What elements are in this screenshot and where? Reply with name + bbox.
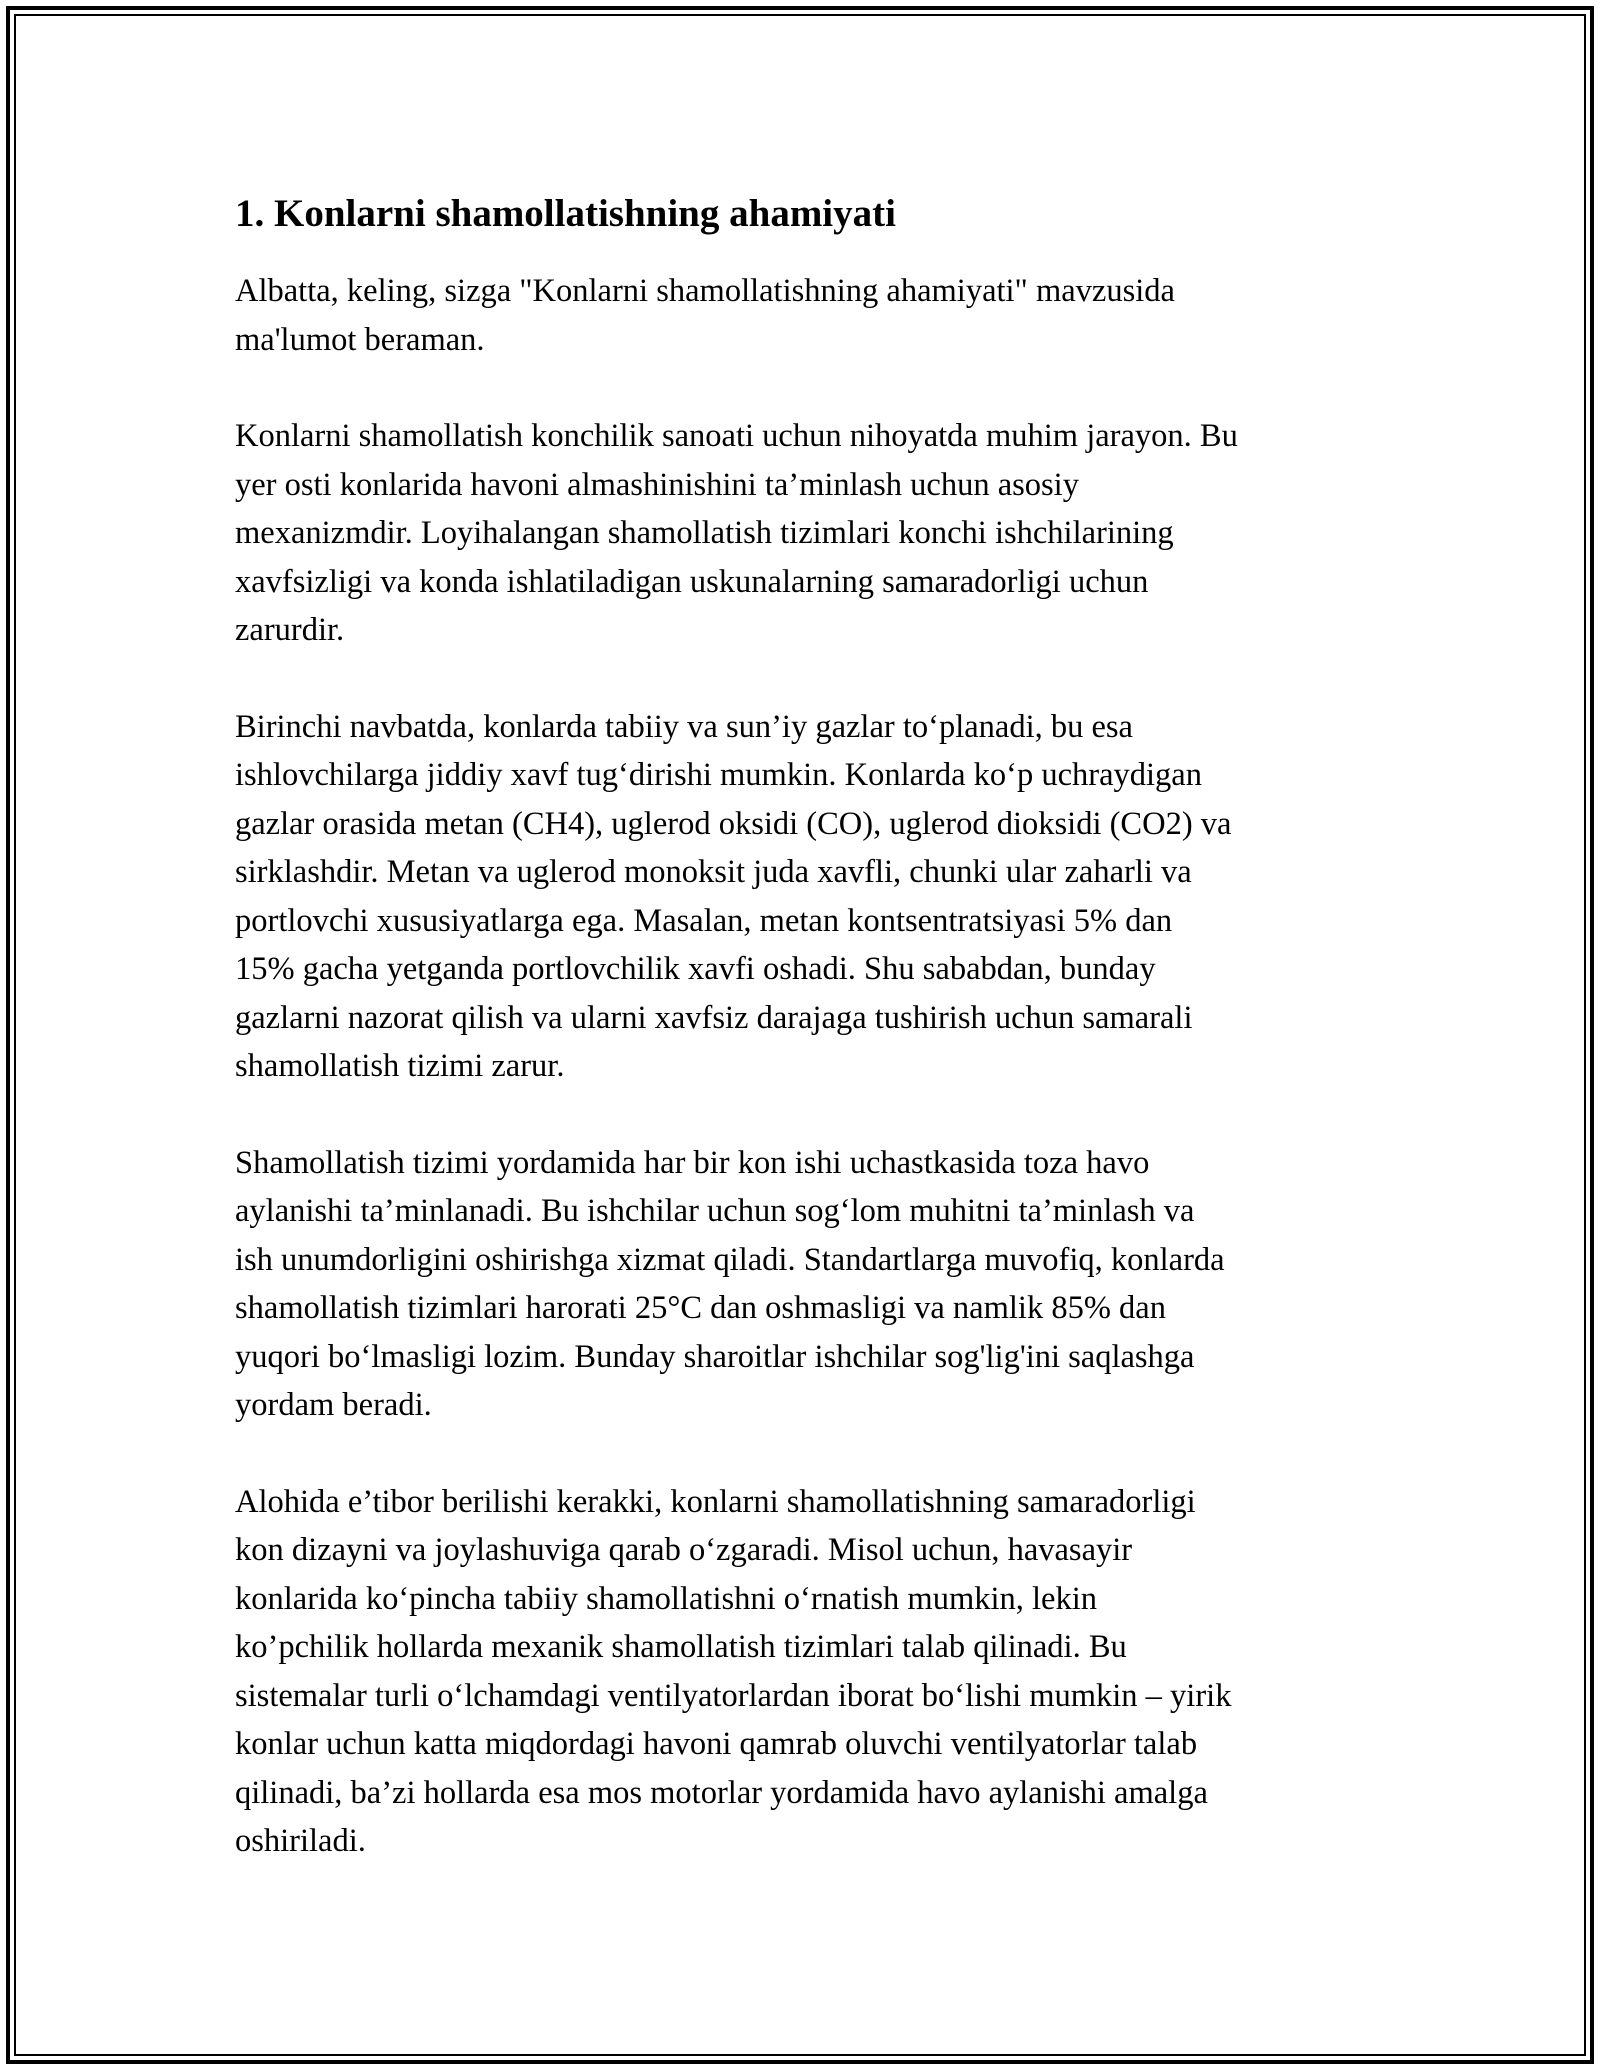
paragraph-air-circulation: Shamollatish tizimi yordamida har bir kon ishi uchastkasida toza havo aylanishi ta’minlanadi. Bu ishchilar uchun sog‘lom muhitni ta’minlash va ish unumdorligini oshirishga xizmat qiladi. Standartlarga muvofiq, konlarda shamollatish tizimlari harorati 25°C dan oshmasligi va namlik 85% dan yuqori bo‘lmasligi lozim. Bunday sharoitlar ishchilar sog'lig'ini saqlashga yordam beradi. — [235, 1144, 1225, 1423]
document-body — [235, 188, 1385, 1914]
section-heading: 1. Konlarni shamollatishning ahamiyati — [235, 192, 896, 235]
paragraph-intro: Albatta, keling, sizga "Konlarni shamollatishning ahamiyati" mavzusida ma'lumot beraman. — [235, 273, 1175, 358]
paragraph-gases: Birinchi navbatda, konlarda tabiiy va sun’iy gazlar to‘planadi, bu esa ishlovchilarga jiddiy xavf tug‘dirishi mumkin. Konlarda ko‘p uchraydigan gazlar orasida metan (CH4), uglerod oksidi (CO), uglerod dioksidi (CO2) va sirklashdir. Metan va uglerod monoksit juda xavfli, chunki ular zaharli va portlovchi xususiyatlarga ega. Masalan, metan kontsentratsiyasi 5% dan 15% gacha yetganda portlovchilik xavfi oshadi. Shu sababdan, bunday gazlarni nazorat qilish va ularni xavfsiz darajaga tushirish uchun samarali shamollatish tizimi zarur. — [235, 708, 1232, 1084]
paragraph-importance: Konlarni shamollatish konchilik sanoati uchun nihoyatda muhim jarayon. Bu yer osti konlarida havoni almashinishini ta’minlash uchun asosiy mexanizmdir. Loyihalangan shamollatish tizimlari konchi ishchilarining xavfsizligi va konda ishlatiladigan uskunalarning samaradorligi uchun zarurdir. — [235, 418, 1238, 648]
paragraph-efficiency: Alohida e’tibor berilishi kerakki, konlarni shamollatishning samaradorligi kon dizayni va joylashuviga qarab o‘zgaradi. Misol uchun, havasayir konlarida ko‘pincha tabiiy shamollatishni o‘rnatish mumkin, lekin ko’pchilik hollarda mexanik shamollatish tizimlari talab qilinadi. Bu sistemalar turli o‘lchamdagi ventilyatorlardan iborat bo‘lishi mumkin – yirik konlar uchun katta miqdordagi havoni qamrab oluvchi ventilyatorlar talab qilinadi, ba’zi hollarda esa mos motorlar yordamida havo aylanishi amalga oshiriladi. — [235, 1483, 1232, 1859]
